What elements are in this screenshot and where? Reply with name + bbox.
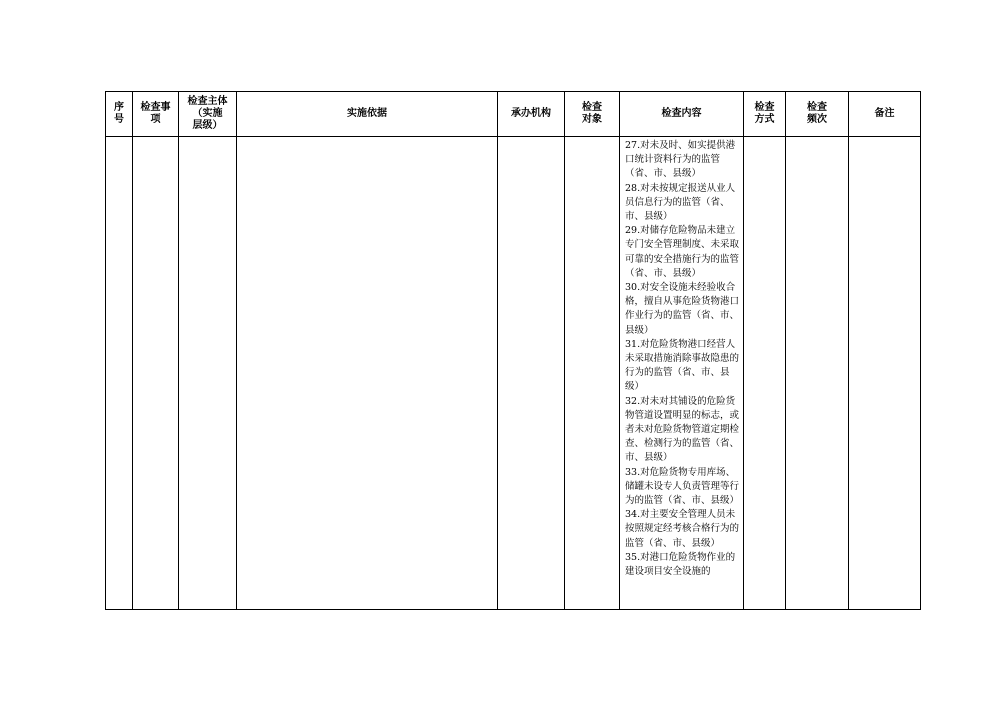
content-item: 29.对储存危险物品未建立专门安全管理制度、未采取可靠的安全措施行为的监管（省、市、县级） bbox=[625, 225, 740, 279]
header-text: 检查内容 bbox=[661, 108, 702, 119]
header-text: 频次 bbox=[807, 114, 827, 125]
cell-basis bbox=[237, 137, 498, 610]
header-text: 检查事 bbox=[140, 102, 171, 113]
header-text: （实施 bbox=[192, 108, 223, 119]
header-remarks bbox=[849, 92, 921, 137]
header-text: 承办机构 bbox=[511, 108, 551, 119]
header-item bbox=[133, 92, 179, 137]
content-item: 34.对主要安全管理人员未按照规定经考核合格行为的监管（省、市、县级） bbox=[625, 509, 740, 549]
header-object bbox=[565, 92, 620, 137]
content-item: 28.对未按规定报送从业人员信息行为的监管（省、市、县级） bbox=[625, 182, 736, 223]
header-text: 实施依据 bbox=[347, 108, 387, 119]
content-item: 30.对安全设施未经验收合格，擅自从事危险货物港口作业行为的监管（省、市、县级） bbox=[625, 282, 740, 336]
content-item: 33.对危险货物专用库场、储罐未设专人负责管理等行为的监管（省、市、县级） bbox=[625, 466, 740, 507]
cell-seq bbox=[106, 137, 133, 610]
content-item: 35.对港口危险货物作业的建设项目安全设施的 bbox=[625, 551, 736, 578]
header-text: 层级） bbox=[192, 120, 223, 131]
cell-remarks bbox=[849, 137, 921, 610]
header-seq bbox=[106, 92, 133, 137]
header-text: 检查 bbox=[582, 102, 602, 113]
header-text: 检查 bbox=[754, 102, 775, 113]
header-text: 序 bbox=[114, 102, 124, 113]
inspection-table bbox=[105, 91, 921, 610]
header-text: 号 bbox=[114, 114, 124, 125]
cell-subject bbox=[179, 137, 237, 610]
header-text: 方式 bbox=[754, 114, 775, 125]
cell-frequency bbox=[786, 137, 849, 610]
header-basis bbox=[237, 92, 498, 137]
content-item: 32.对未对其铺设的危险货物管道设置明显的标志，或者未对危险货物管道定期检查、检测行为的监管（省、市、县级） bbox=[625, 395, 740, 464]
header-row bbox=[106, 92, 921, 137]
header-text: 项 bbox=[150, 114, 161, 125]
header-frequency bbox=[786, 92, 849, 137]
cell-method bbox=[744, 137, 786, 610]
header-text: 检查主体 bbox=[187, 96, 228, 107]
header-method bbox=[744, 92, 786, 137]
header-agency bbox=[498, 92, 565, 137]
header-content bbox=[620, 92, 744, 137]
header-text: 对象 bbox=[582, 114, 602, 125]
cell-agency bbox=[498, 137, 565, 610]
header-text: 备注 bbox=[874, 108, 895, 119]
table-row bbox=[106, 137, 921, 610]
cell-item bbox=[133, 137, 179, 610]
content-item: 27.对未及时、如实提供港口统计资料行为的监管（省、市、县级） bbox=[625, 140, 736, 180]
header-text: 检查 bbox=[807, 102, 827, 113]
content-item: 31.对危险货物港口经营人未采取措施消除事故隐患的行为的监管（省、市、县级） bbox=[625, 338, 740, 393]
cell-content bbox=[620, 137, 744, 610]
header-subject bbox=[179, 92, 237, 137]
cell-object bbox=[565, 137, 620, 610]
